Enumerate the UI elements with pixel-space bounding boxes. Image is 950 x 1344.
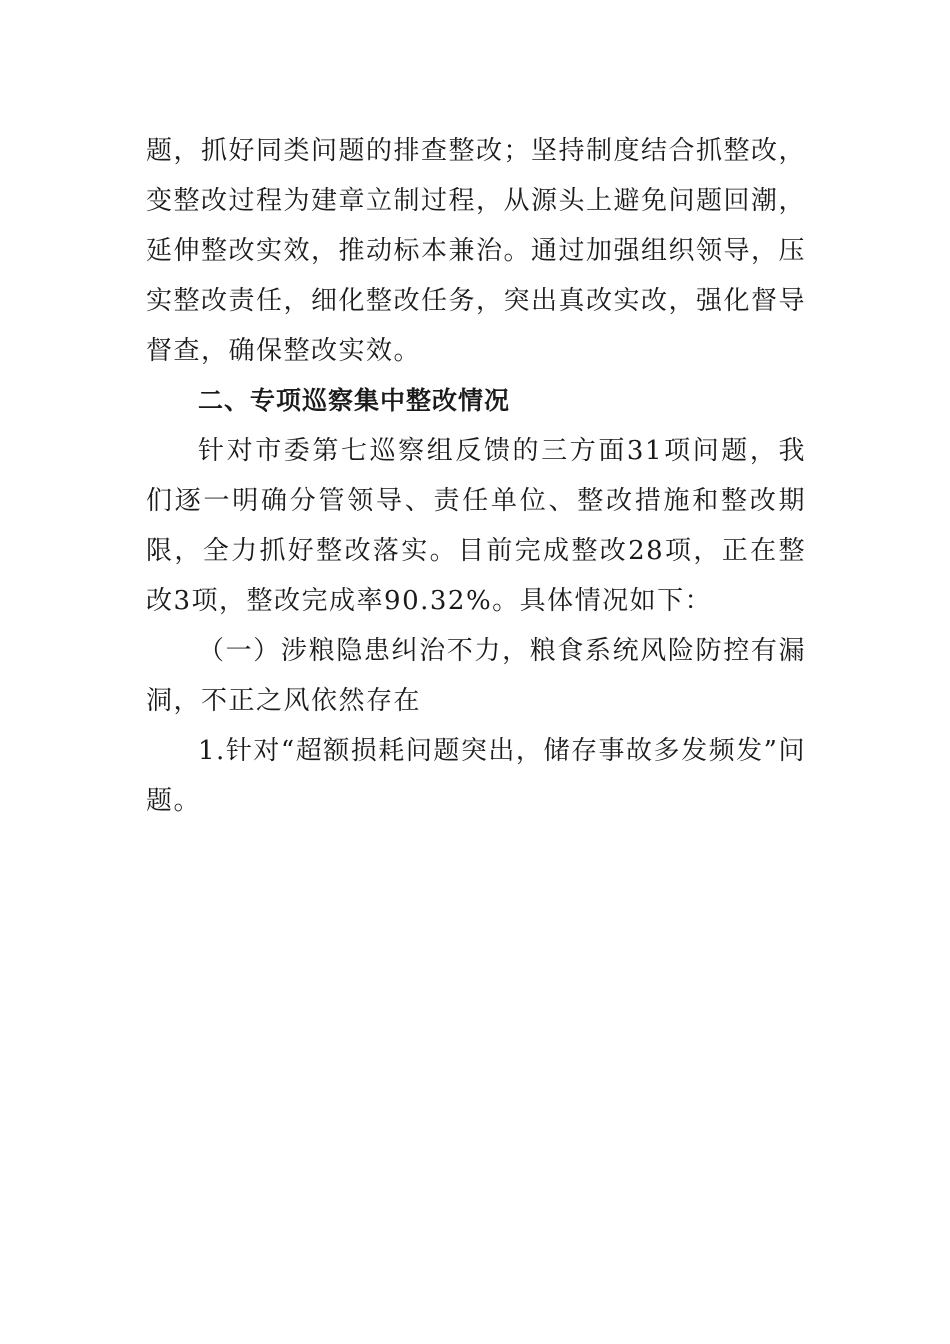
numbered-item: 1.针对“超额损耗问题突出，储存事故多发频发”问题。 bbox=[146, 736, 806, 816]
section-heading: 二、专项巡察集中整改情况 bbox=[198, 386, 511, 415]
paragraph-continuation: 题，抓好同类问题的排查整改；坚持制度结合抓整改，变整改过程为建章立制过程，从源头上避免问题回潮，延伸整改实效，推动标本兼治。通过加强组织领导，压实整改责任，细化整改任务，突出真改实改，强化督导督查，确保整改实效。 bbox=[146, 136, 807, 366]
subsection-heading: （一）涉粮隐患纠治不力，粮食系统风险防控有漏洞，不正之风依然存在 bbox=[146, 636, 806, 716]
paragraph-summary: 针对市委第七巡察组反馈的三方面31项问题，我们逐一明确分管领导、责任单位、整改措施和整改期限，全力抓好整改落实。目前完成整改28项，正在整改3项，整改完成率90.32%。具体情况如下： bbox=[146, 436, 806, 616]
document-body bbox=[146, 126, 806, 826]
